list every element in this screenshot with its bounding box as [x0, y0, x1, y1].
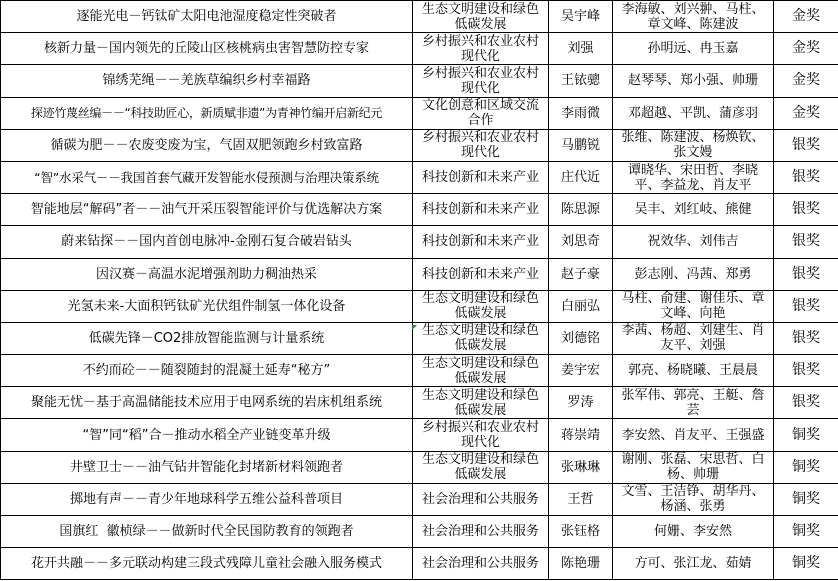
- category-cell[interactable]: 生态文明建设和绿色低碳发展: [413, 387, 549, 419]
- project-name-cell[interactable]: 探迹竹蔑丝编－－“科技助匠心，新质赋非遗”为青神竹编开启新纪元: [1, 97, 413, 129]
- award-cell[interactable]: 银奖: [774, 129, 838, 161]
- table-row: [1, 1, 838, 33]
- category-cell[interactable]: 科技创新和未来产业: [413, 194, 549, 226]
- category-cell[interactable]: 文化创意和区域交流合作: [413, 97, 549, 129]
- category-cell[interactable]: 乡村振兴和农业农村现代化: [413, 419, 549, 451]
- members-cell[interactable]: 马柱、俞建、谢佳乐、章文峰、向艳: [613, 290, 774, 322]
- award-cell[interactable]: 铜奖: [774, 419, 838, 451]
- award-cell[interactable]: 铜奖: [774, 516, 838, 548]
- members-cell[interactable]: 郭亮、杨晓曦、王晨晨: [613, 355, 774, 387]
- members-cell[interactable]: 何姗、李安然: [613, 516, 774, 548]
- category-cell[interactable]: 生态文明建设和绿色低碳发展: [413, 322, 549, 354]
- members-cell[interactable]: 邓超越、平凯、蒲彦羽: [613, 97, 774, 129]
- project-name-cell[interactable]: 花开共融－－多元联动构建三段式残障儿童社会融入服务模式: [1, 548, 413, 580]
- leader-cell[interactable]: 白丽弘: [549, 290, 613, 322]
- table-row: [1, 194, 838, 226]
- table-row: [1, 258, 838, 290]
- leader-cell[interactable]: 马鹏锐: [549, 129, 613, 161]
- award-cell[interactable]: 银奖: [774, 355, 838, 387]
- award-cell[interactable]: 银奖: [774, 226, 838, 258]
- award-cell[interactable]: 银奖: [774, 290, 838, 322]
- table-row: [1, 33, 838, 65]
- leader-cell[interactable]: 吴宇峰: [549, 1, 613, 33]
- category-cell[interactable]: 社会治理和公共服务: [413, 516, 549, 548]
- award-cell[interactable]: 银奖: [774, 387, 838, 419]
- project-name-cell[interactable]: 国旗红 徽桢绿－－做新时代全民国防教育的领跑者: [1, 516, 413, 548]
- members-cell[interactable]: 彭志刚、冯茜、郑勇: [613, 258, 774, 290]
- project-name-cell[interactable]: “智”水采气－－我国首套气藏开发智能水侵预测与治理决策系统: [1, 161, 413, 193]
- award-cell[interactable]: 金奖: [774, 33, 838, 65]
- leader-cell[interactable]: 王哲: [549, 483, 613, 515]
- leader-cell[interactable]: 庄代近: [549, 161, 613, 193]
- category-cell[interactable]: 生态文明建设和绿色低碳发展: [413, 355, 549, 387]
- table-row: [1, 129, 838, 161]
- award-cell[interactable]: 金奖: [774, 65, 838, 97]
- leader-cell[interactable]: 刘德铭: [549, 322, 613, 354]
- award-cell[interactable]: 银奖: [774, 322, 838, 354]
- category-cell[interactable]: 乡村振兴和农业农村现代化: [413, 65, 549, 97]
- members-cell[interactable]: 李茜、杨超、刘建生、肖友平、刘强: [613, 322, 774, 354]
- category-cell[interactable]: 科技创新和未来产业: [413, 226, 549, 258]
- table-row: [1, 355, 838, 387]
- table-row: [1, 387, 838, 419]
- members-cell[interactable]: 吴丰、刘红岐、熊健: [613, 194, 774, 226]
- members-cell[interactable]: 张维、陈建波、杨焕钦、张文嫚: [613, 129, 774, 161]
- leader-cell[interactable]: 刘思奇: [549, 226, 613, 258]
- category-cell[interactable]: 乡村振兴和农业农村现代化: [413, 129, 549, 161]
- award-cell[interactable]: 铜奖: [774, 451, 838, 483]
- project-name-cell[interactable]: 井壁卫士－－油气钻井智能化封堵新材料领跑者: [1, 451, 413, 483]
- project-name-cell[interactable]: 因汉赛－高温水泥增强剂助力稠油热采: [1, 258, 413, 290]
- project-name-cell[interactable]: “智”同“稻”合－推动水稻全产业链变革升级: [1, 419, 413, 451]
- members-cell[interactable]: 李安然、肖友平、王强盛: [613, 419, 774, 451]
- award-table-body: [1, 1, 838, 580]
- project-name-cell[interactable]: 不约而砼－－随裂随封的混凝土延寿“秘方”: [1, 355, 413, 387]
- table-row: [1, 419, 838, 451]
- project-name-cell[interactable]: 智能地层“解码”者－－油气开采压裂智能评价与优选解决方案: [1, 194, 413, 226]
- error-indicator-icon: [412, 325, 417, 330]
- table-row: [1, 226, 838, 258]
- leader-cell[interactable]: 赵子豪: [549, 258, 613, 290]
- category-cell[interactable]: 科技创新和未来产业: [413, 161, 549, 193]
- table-row: [1, 161, 838, 193]
- leader-cell[interactable]: 张琳琳: [549, 451, 613, 483]
- leader-cell[interactable]: 李雨微: [549, 97, 613, 129]
- leader-cell[interactable]: 陈思源: [549, 194, 613, 226]
- members-cell[interactable]: 文雪、王洁铮、胡华丹、杨涵、张勇: [613, 483, 774, 515]
- category-cell[interactable]: 社会治理和公共服务: [413, 548, 549, 580]
- award-cell[interactable]: 银奖: [774, 194, 838, 226]
- members-cell[interactable]: 谭晓华、宋田哲、李晓平、李益龙、肖友平: [613, 161, 774, 193]
- category-cell[interactable]: 生态文明建设和绿色低碳发展: [413, 451, 549, 483]
- award-cell[interactable]: 银奖: [774, 258, 838, 290]
- award-cell[interactable]: 金奖: [774, 97, 838, 129]
- table-row: [1, 65, 838, 97]
- project-name-cell[interactable]: 低碳先锋－CO2排放智能监测与计量系统: [1, 322, 413, 354]
- category-cell[interactable]: 社会治理和公共服务: [413, 483, 549, 515]
- leader-cell[interactable]: 张钰格: [549, 516, 613, 548]
- project-name-cell[interactable]: 逐能光电－钙钛矿太阳电池湿度稳定性突破者: [1, 1, 413, 33]
- category-cell[interactable]: 生态文明建设和绿色低碳发展: [413, 1, 549, 33]
- table-row: [1, 516, 838, 548]
- members-cell[interactable]: 李海敏、刘兴翀、马柱、章文峰、陈建波: [613, 1, 774, 33]
- table-row: [1, 97, 838, 129]
- category-cell[interactable]: 科技创新和未来产业: [413, 258, 549, 290]
- project-name-cell[interactable]: 循碳为肥－－农废变废为宝，气固双肥领跑乡村致富路: [1, 129, 413, 161]
- table-row: [1, 548, 838, 580]
- members-cell[interactable]: 张军伟、郭亮、王艇、詹芸: [613, 387, 774, 419]
- project-name-cell[interactable]: 聚能无忧－基于高温储能技术应用于电网系统的岩床机组系统: [1, 387, 413, 419]
- leader-cell[interactable]: 刘强: [549, 33, 613, 65]
- members-cell[interactable]: 祝效华、刘伟吉: [613, 226, 774, 258]
- award-cell[interactable]: 铜奖: [774, 548, 838, 580]
- leader-cell[interactable]: 蒋崇靖: [549, 419, 613, 451]
- award-cell[interactable]: 金奖: [774, 1, 838, 33]
- project-name-cell[interactable]: 蔚来钻探－－国内首创电脉冲-金刚石复合破岩钻头: [1, 226, 413, 258]
- leader-cell[interactable]: 王铱骢: [549, 65, 613, 97]
- table-row: [1, 451, 838, 483]
- members-cell[interactable]: 孙明远、冉玉嘉: [613, 33, 774, 65]
- members-cell[interactable]: 赵琴琴、郑小强、帅珊: [613, 65, 774, 97]
- category-cell[interactable]: 乡村振兴和农业农村现代化: [413, 33, 549, 65]
- table-row: [1, 483, 838, 515]
- members-cell[interactable]: 谢刚、张磊、宋思哲、白杨、帅珊: [613, 451, 774, 483]
- members-cell[interactable]: 方可、张江龙、茹婧: [613, 548, 774, 580]
- category-cell[interactable]: 生态文明建设和绿色低碳发展: [413, 290, 549, 322]
- leader-cell[interactable]: 姜宇宏: [549, 355, 613, 387]
- award-cell[interactable]: 铜奖: [774, 483, 838, 515]
- project-name-cell[interactable]: 锦绣芜绳－－羌族草编织乡村幸福路: [1, 65, 413, 97]
- leader-cell[interactable]: 陈艳珊: [549, 548, 613, 580]
- project-name-cell[interactable]: 掷地有声－－青少年地球科学五维公益科普项目: [1, 483, 413, 515]
- table-row: [1, 290, 838, 322]
- project-name-cell[interactable]: 光氢未来-大面积钙钛矿光伏组件制氢一体化设备: [1, 290, 413, 322]
- award-cell[interactable]: 银奖: [774, 161, 838, 193]
- leader-cell[interactable]: 罗涛: [549, 387, 613, 419]
- table-row: [1, 322, 838, 354]
- project-name-cell[interactable]: 核新力量－国内领先的丘陵山区核桃病虫害智慧防控专家: [1, 33, 413, 65]
